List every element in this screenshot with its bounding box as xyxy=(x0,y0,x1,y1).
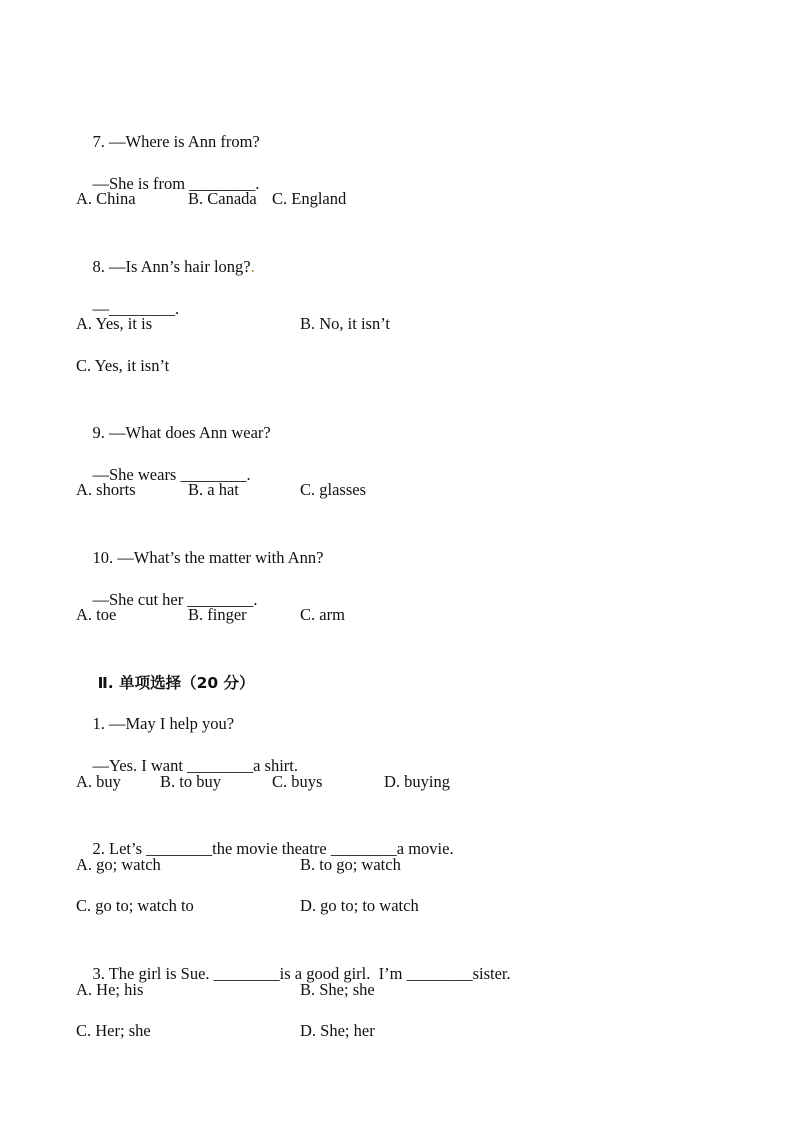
option-c[interactable]: C. arm xyxy=(300,605,345,624)
question-text: 7. —Where is Ann from? xyxy=(92,132,260,151)
response-text: —________. xyxy=(92,299,180,318)
question-10-stem xyxy=(76,519,324,567)
option-a[interactable]: A. shorts xyxy=(76,480,136,499)
question-text: 10. —What’s the matter with Ann? xyxy=(92,548,324,567)
option-c[interactable]: C. Yes, it isn’t xyxy=(76,356,170,375)
question-text: 9. —What does Ann wear? xyxy=(92,423,271,442)
option-b[interactable]: B. to go; watch xyxy=(300,855,401,874)
response-text: —Yes. I want ________a shirt. xyxy=(92,756,298,775)
question-10-options xyxy=(76,602,726,628)
question-text: 3. The girl is Sue. ________is a good girl. I’m ________sister. xyxy=(92,964,511,983)
section-2-question-2-options-row2 xyxy=(76,893,726,919)
section-2-question-3-options-row2 xyxy=(76,1018,726,1044)
option-a[interactable]: A. toe xyxy=(76,605,117,624)
question-7-stem xyxy=(76,103,260,151)
option-c[interactable]: C. buys xyxy=(272,772,323,791)
section-heading-text: Ⅱ. 单项选择（20 分） xyxy=(97,674,255,692)
question-10-response xyxy=(76,561,258,609)
section-2-question-2-stem xyxy=(76,810,454,858)
option-b[interactable]: B. She; she xyxy=(300,980,375,999)
question-8-stem xyxy=(76,228,255,276)
question-9-options xyxy=(76,477,726,503)
section-2-question-2-options-row1 xyxy=(76,852,726,878)
option-a[interactable]: A. buy xyxy=(76,772,121,791)
response-text: —She wears ________. xyxy=(92,465,251,484)
question-8-response xyxy=(76,270,180,318)
section-2-heading xyxy=(76,644,255,692)
option-a[interactable]: A. Yes, it is xyxy=(76,314,153,333)
section-2-question-1-response xyxy=(76,727,298,775)
option-d[interactable]: D. buying xyxy=(384,772,450,791)
question-text: 8. —Is Ann’s hair long? xyxy=(92,257,251,276)
stray-mark: . xyxy=(250,257,255,276)
response-text: —She is from ________. xyxy=(92,174,260,193)
option-b[interactable]: B. Canada xyxy=(188,189,257,208)
option-b[interactable]: B. No, it isn’t xyxy=(300,314,391,333)
option-a[interactable]: A. go; watch xyxy=(76,855,161,874)
section-2-question-1-options xyxy=(76,769,726,795)
section-2-question-3-options-row1 xyxy=(76,977,726,1003)
option-a[interactable]: A. He; his xyxy=(76,980,144,999)
option-d[interactable]: D. She; her xyxy=(300,1021,375,1040)
question-8-options-row1 xyxy=(76,311,726,337)
option-c[interactable]: C. glasses xyxy=(300,480,366,499)
response-text: —She cut her ________. xyxy=(92,590,258,609)
question-text: 1. —May I help you? xyxy=(92,714,235,733)
option-b[interactable]: B. to buy xyxy=(160,772,221,791)
option-d[interactable]: D. go to; to watch xyxy=(300,896,419,915)
question-9-stem xyxy=(76,394,271,442)
question-7-options xyxy=(76,186,726,212)
section-2-question-3-stem xyxy=(76,935,511,983)
option-a[interactable]: A. China xyxy=(76,189,136,208)
option-b[interactable]: B. finger xyxy=(188,605,247,624)
section-2-question-1-stem xyxy=(76,685,235,733)
option-b[interactable]: B. a hat xyxy=(188,480,239,499)
question-text: 2. Let’s ________the movie theatre ________a movie. xyxy=(92,839,454,858)
question-7-response xyxy=(76,145,260,193)
option-c[interactable]: C. Her; she xyxy=(76,1021,151,1040)
option-c[interactable]: C. England xyxy=(272,189,347,208)
option-c[interactable]: C. go to; watch to xyxy=(76,896,194,915)
question-8-options-row2 xyxy=(76,353,726,379)
question-9-response xyxy=(76,436,251,484)
